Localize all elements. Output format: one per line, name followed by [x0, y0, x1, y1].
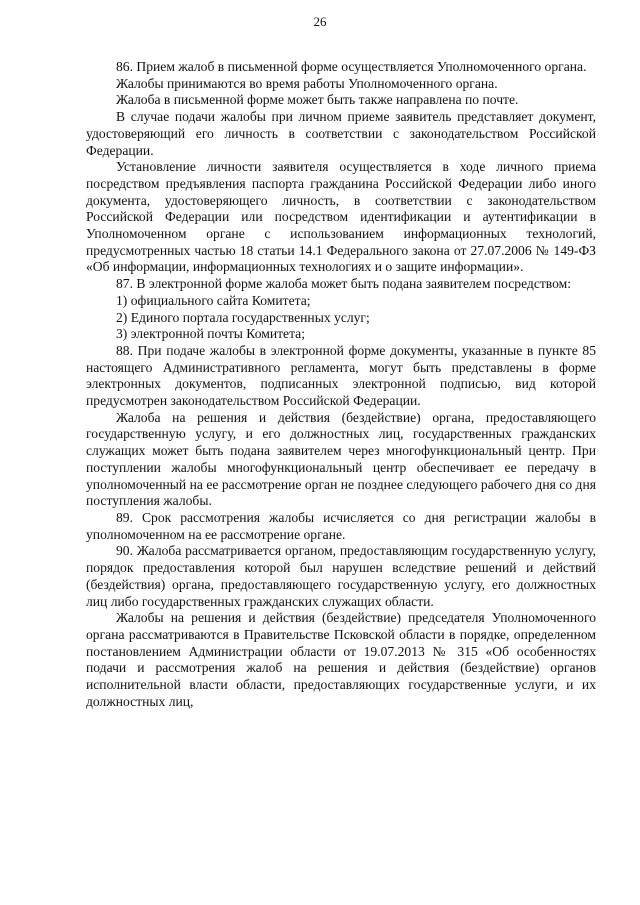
paragraph-90-review: 90. Жалоба рассматривается органом, предоставляющим государственную услугу, порядок предоставления которой был нарушен вследствие решений и действий (бездействия) органа, предоставляющего государственную услугу, его должностных лиц либо государственных гражданских служащих области. — [86, 543, 596, 609]
page-number: 26 — [313, 14, 327, 29]
paragraph-87-electronic: 87. В электронной форме жалоба может быть подана заявителем посредством: — [116, 276, 572, 292]
document-body — [86, 59, 596, 710]
paragraph-88-documents: 88. При подаче жалобы в электронной форме документы, указанные в пункте 85 настоящего Административного регламента, могут быть представлены в форме электронных документов, подписанных электронной подписью, вид которой предусмотрен законодательством Российской Федерации. — [86, 342, 596, 409]
list-item-unified-portal: 2) Единого портала государственных услуг; — [116, 309, 370, 325]
paragraph-mfc: Жалоба на решения и действия (бездействие) органа, предоставляющего государственную услугу, и его должностных лиц, государственных гражданских служащих может быть подана заявителем через многофункциональный центр. При поступлении жалобы многофункциональный центр обеспечивает ее передачу в уполномоченный на ее рассмотрение орган не позднее следующего рабочего дня со дня поступления жалобы. — [86, 409, 596, 509]
list-item-email: 3) электронной почты Комитета; — [116, 326, 305, 342]
list-item-official-site: 1) официального сайта Комитета; — [116, 292, 311, 308]
paragraph-chairman-complaints: Жалобы на решения и действия (бездействие) председателя Уполномоченного органа рассматриваются в Правительстве Псковской области в порядке, определенном постановлением Администрации области от 19.07.2013 № 315 «Об особенностях подачи и рассмотрения жалоб на решения и действия (бездействие) органов исполнительной власти области, предоставляющих государственные услуги, и их должностных лиц, — [86, 610, 596, 709]
paragraph-by-mail: Жалоба в письменной форме может быть также направлена по почте. — [116, 92, 519, 108]
paragraph-86-intake: 86. Прием жалоб в письменной форме осуществляется Уполномоченного органа. — [116, 59, 587, 74]
paragraph-identity: Установление личности заявителя осуществляется в ходе личного приема посредством предъявления паспорта гражданина Российской Федерации либо иного документа, удостоверяющего личность, в соответствии с законодательством Российской Федерации или посредством идентификации и аутентификации в Уполномоченном органе с использованием информационных технологий, предусмотренных частью 18 статьи 14.1 Федерального закона от 27.07.2006 № 149-ФЗ «Об информации, информационных технологиях и о защите информации». — [86, 159, 596, 275]
paragraph-hours: Жалобы принимаются во время работы Уполномоченного органа. — [116, 75, 498, 91]
paragraph-89-term: 89. Срок рассмотрения жалобы исчисляется со дня регистрации жалобы в уполномоченном на ее рассмотрение органе. — [86, 509, 596, 542]
paragraph-personal-reception: В случае подачи жалобы при личном приеме заявитель представляет документ, удостоверяющий его личность в соответствии с законодательством Российской Федерации. — [86, 109, 596, 158]
